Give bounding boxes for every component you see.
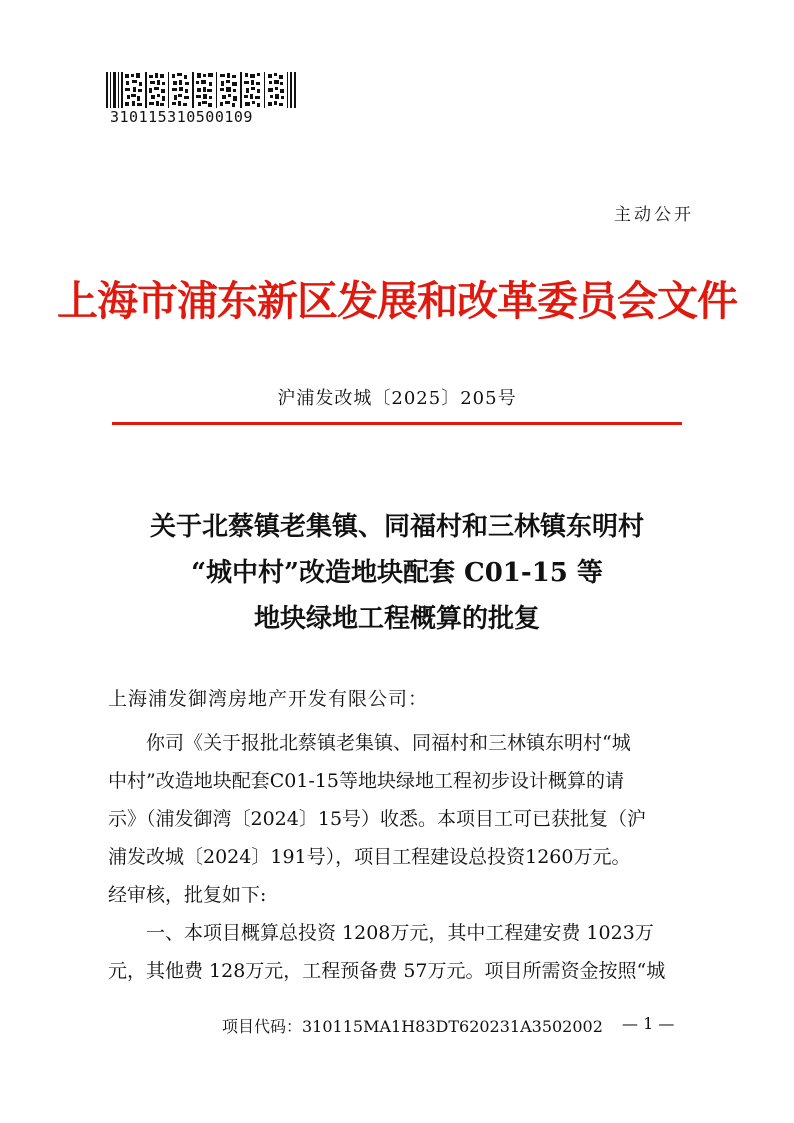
recipient: 上海浦发御湾房地产开发有限公司：	[108, 688, 429, 710]
document-number: 沪浦发改城〔2025〕205号	[277, 388, 517, 409]
paragraph-line: 示》（浦发御湾〔2024〕15号）收悉。本项目工可已获批复（沪	[108, 808, 647, 830]
paragraph-line: 浦发改城〔2024〕191号），项目工程建设总投资1260万元。	[108, 846, 631, 868]
disclosure-label: 主动公开	[614, 205, 694, 225]
title-line-3: 地块绿地工程概算的批复	[253, 604, 540, 634]
body-text	[108, 724, 690, 990]
paragraph-line: 一、本项目概算总投资 1208万元，其中工程建安费 1023万	[146, 922, 654, 944]
title-line-1: 关于北蔡镇老集镇、同福村和三林镇东明村	[149, 512, 644, 542]
document-title	[0, 504, 794, 642]
paragraph-line: 经审核，批复如下:	[108, 884, 267, 906]
paragraph-line: 元，其他费 128万元，工程预备费 57万元。项目所需资金按照“城	[108, 960, 666, 982]
project-code: 项目代码：310115MA1H83DT620231A3502002	[222, 1017, 603, 1036]
page-number: — 1 —	[622, 1014, 675, 1033]
paragraph-line: 中村”改造地块配套C01-15等地块绿地工程初步设计概算的请	[108, 770, 625, 792]
red-divider	[112, 422, 682, 425]
agency-header: 上海市浦东新区发展和改革委员会文件	[57, 277, 737, 325]
barcode-number: 310115310500109	[110, 108, 253, 126]
paragraph-line: 你司《关于报批北蔡镇老集镇、同福村和三林镇东明村“城	[146, 732, 631, 754]
barcode	[106, 72, 296, 108]
title-line-2: “城中村”改造地块配套 C01-15 等	[191, 558, 603, 588]
